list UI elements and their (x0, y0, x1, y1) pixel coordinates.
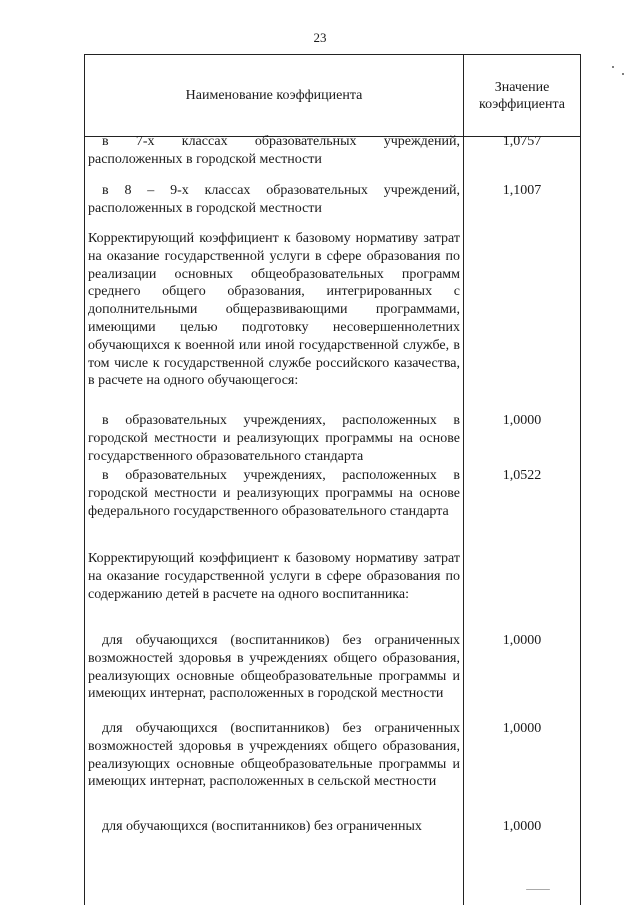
coefficient-value: 1,0000 (502, 633, 542, 648)
header-value-line1: Значение (494, 79, 550, 95)
coefficient-name: в образовательных учреждениях, расположенных в городской местности и реализующих программы на основе федерального государственного образовательного стандарта (88, 468, 460, 519)
coefficient-name: в 7-х классах образовательных учреждений, расположенных в городской местности (88, 134, 460, 167)
scan-speck (526, 889, 550, 890)
coefficient-name: для обучающихся (воспитанников) без ограниченных (102, 819, 422, 834)
coefficient-name: для обучающихся (воспитанников) без ограниченных возможностей здоровья в учреждениях общего образования, реализующих основные общеобразовательные программы и имеющих интернат, расположенных в городской местности (88, 633, 460, 702)
section-heading: Корректирующий коэффициент к базовому нормативу затрат на оказание государственной услуги в сфере образования по содержанию детей в расчете на одного воспитанника: (88, 551, 460, 602)
coefficient-value: 1,0000 (502, 413, 542, 428)
coefficient-name: в 8 – 9-х классах образовательных учреждений, расположенных в городской местности (88, 183, 460, 216)
header-coefficient-name: Наименование коэффициента (185, 87, 363, 103)
coefficient-value: 1,0522 (502, 468, 542, 483)
header-value-line2: коэффициента (479, 96, 565, 112)
page-number: 23 (313, 30, 327, 45)
scan-speck (612, 66, 614, 68)
coefficient-table (84, 54, 581, 905)
coefficient-value: 1,1007 (502, 183, 542, 198)
coefficient-value: 1,0757 (502, 134, 542, 149)
scan-speck (622, 73, 624, 75)
table-header (85, 54, 580, 137)
section-heading: Корректирующий коэффициент к базовому нормативу затрат на оказание государственной услуги в сфере образования по реализации основных общеобразовательных программ среднего общего образования, интегрированных с дополнительными общеразвивающими программами, имеющими целью подготовку несовершеннолетних обучающихся к военной или иной государственной службе, в том числе к государственной службе российского казачества, в расчете на одного обучающегося: (88, 231, 460, 389)
coefficient-name: для обучающихся (воспитанников) без ограниченных возможностей здоровья в учреждениях общего образования, реализующих основные общеобразовательные программы и имеющих интернат, расположенных в сельской местности (88, 721, 460, 790)
coefficient-value: 1,0000 (502, 819, 542, 834)
coefficient-value: 1,0000 (502, 721, 542, 736)
coefficient-name: в образовательных учреждениях, расположенных в городской местности и реализующих программы на основе государственного образовательного стандарта (88, 413, 460, 464)
header-coefficient-value (464, 55, 580, 136)
